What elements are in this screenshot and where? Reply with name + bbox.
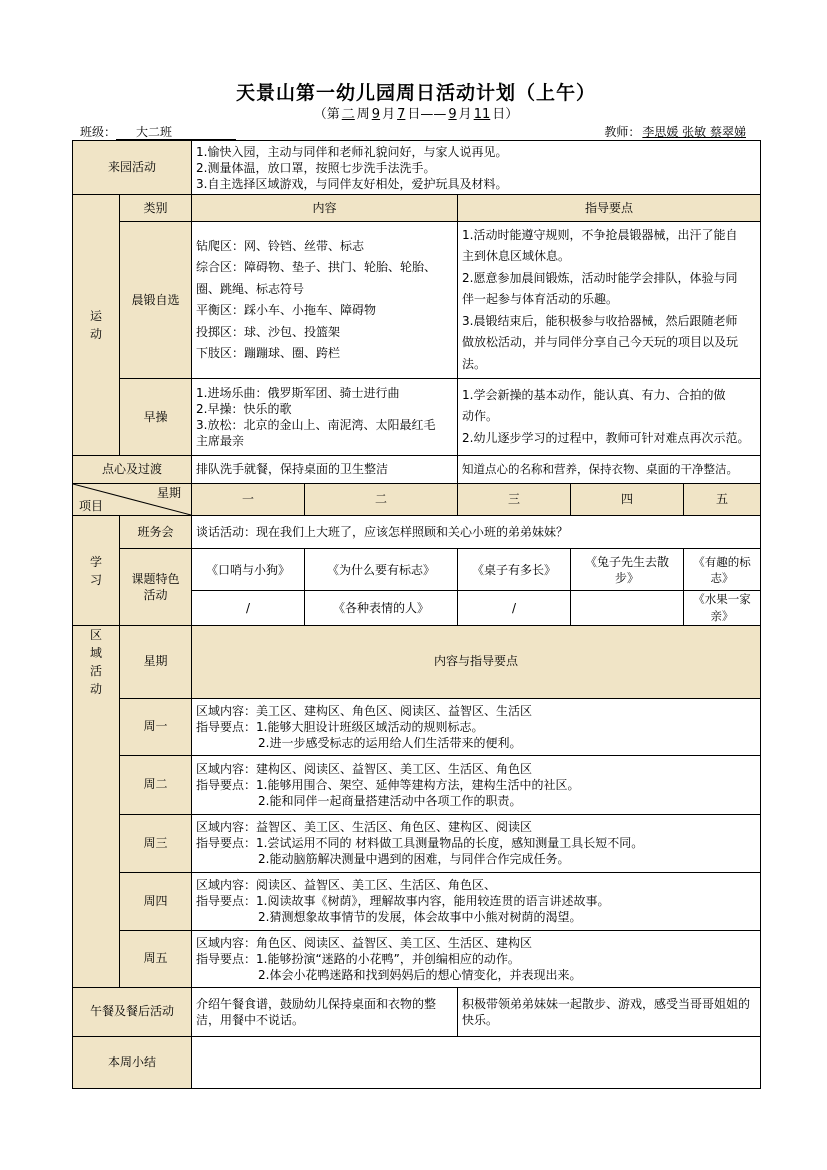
point-text: 2.体会小花鸭迷路和找到妈妈后的想心情变化，并表现出来。 (258, 967, 582, 982)
area-list: 建构区、阅读区、益智区、美工区、生活区、角色区 (256, 761, 533, 776)
sports-header-row (73, 195, 761, 222)
teacher-info (604, 124, 748, 140)
area-list: 益智区、美工区、生活区、角色区、建构区、阅读区 (256, 820, 533, 834)
area-list: 美工区、建构区、角色区、阅读区、益智区、生活区 (256, 703, 533, 718)
content-line: 下肢区：蹦蹦球、圈、跨栏 (196, 346, 341, 360)
point-text: 1.能够用围合、架空、延伸等建构方法，建构生活中的社区。 (256, 777, 580, 792)
points-prefix: 指导要点： (196, 719, 257, 734)
arrival-row (73, 141, 761, 195)
week-label: 周 (356, 107, 370, 122)
summary-label: 本周小结 (73, 1036, 192, 1088)
area-line (196, 703, 756, 719)
point-line: 做放松活动，并与同伴分享自己今天玩的项目以及玩 (462, 335, 739, 350)
area-day-content (192, 755, 761, 814)
point-text: 2.能动脑筋解决测量中遇到的困难，与同伴合作完成任务。 (258, 852, 570, 866)
area-day-row (73, 755, 761, 814)
subtitle-close: 日） (492, 107, 519, 122)
point-line: 1.活动时能遵守规则，不争抢晨锻器械，出汗了能自 (462, 227, 738, 242)
class-label: 班级： (80, 125, 117, 139)
area-day-label: 周四 (120, 872, 192, 930)
plan-page (72, 80, 760, 1089)
topic-cell: 《有趣的标志》 (684, 549, 761, 591)
area-day-label: 周一 (120, 698, 192, 755)
area-day-label: 周五 (120, 930, 192, 987)
area-line (196, 819, 756, 835)
content-line: 平衡区：踩小车、小拖车、障碍物 (196, 303, 377, 317)
plan-table (72, 140, 761, 699)
points-prefix: 指导要点： (196, 836, 257, 850)
class-meeting-content: 谈话活动：现在我们上大班了，应该怎样照顾和关心小班的弟弟妹妹？ (192, 516, 761, 549)
study-label: 学 习 (73, 516, 120, 626)
point-text: 1.阅读故事《树荫》，理解故事内容，能用较连贯的语言讲述故事。 (256, 894, 610, 908)
point-text: 2.猜测想象故事情节的发展，体会故事中小熊对树荫的渴望。 (258, 910, 582, 924)
morning-exercise-row (73, 222, 761, 379)
end-day: 11 (473, 107, 491, 122)
point-line: 1.学会新操的基本动作，能认真、有力、合拍的做 (462, 387, 726, 402)
point-text: 1.尝试运用不同的 材料做工具测量物品的长度，感知测量工具长短不同。 (256, 836, 644, 850)
point-line: 法。 (462, 356, 487, 371)
area-label-text: 区 域 活 动 (89, 628, 102, 696)
end-month-label: 月 (458, 107, 472, 122)
snack-points: 知道点心的名称和营养，保持衣物、桌面的干净整洁。 (458, 456, 761, 484)
exercise-label: 早操 (120, 379, 192, 456)
summary-content[interactable] (192, 1036, 761, 1088)
area-day-row (73, 698, 761, 755)
weekday-header-row (73, 484, 761, 516)
exercise-row (73, 379, 761, 456)
corner-weekday: 星期 (157, 486, 182, 500)
class-meeting-row (73, 516, 761, 549)
content-line: 投掷区：球、沙包、投篮架 (196, 324, 341, 339)
point-line: 主到休息区域休息。 (462, 249, 571, 264)
snack-row (73, 456, 761, 484)
arrival-line: 3.自主选择区域游戏，与同伴友好相处，爱护玩具及材料。 (196, 176, 508, 191)
point-line: 伴一起参与体育活动的乐趣。 (462, 292, 619, 307)
closing-table (72, 987, 761, 1089)
area-days-table (72, 698, 761, 988)
area-day-content (192, 698, 761, 755)
teacher-value: 李思媛 张敏 蔡翠娣 (642, 125, 746, 139)
morning-exercise-label: 晨锻自选 (120, 222, 192, 379)
topic-cell: 《水果一家亲》 (684, 591, 761, 626)
topic-label: 课题特色活动 (120, 549, 192, 626)
area-list: 阅读区、益智区、美工区、生活区、角色区、 (256, 878, 497, 892)
area-prefix: 区域内容： (196, 761, 257, 776)
area-prefix: 区域内容： (196, 935, 257, 950)
area-day-row (73, 814, 761, 872)
subtitle-open: （第 (313, 107, 340, 122)
point-text: 1.能够大胆设计班级区域活动的规则标志。 (256, 719, 484, 734)
points-line (196, 777, 756, 793)
area-day-row (73, 872, 761, 930)
week-number: 二 (341, 107, 355, 122)
topic-cell: 《桌子有多长》 (458, 549, 571, 591)
topic-cell (571, 591, 684, 626)
end-month: 9 (448, 107, 457, 122)
topic-cell: / (458, 591, 571, 626)
area-day-row (73, 930, 761, 987)
area-day-content (192, 814, 761, 872)
summary-row (73, 1036, 761, 1088)
content-line: 1.进场乐曲：俄罗斯军团、骑士进行曲 (196, 386, 400, 400)
area-line (196, 877, 756, 893)
point-line: 2.愿意参加晨间锻炼，活动时能学会排队，体验与同 (462, 270, 738, 285)
content-line: 综合区：障碍物、垫子、拱门、轮胎、轮胎、 (196, 260, 437, 274)
weekday-mon: 一 (192, 484, 305, 516)
range-dash: —— (420, 107, 447, 122)
point-text: 2.能和同伴一起商量搭建活动中各项工作的职责。 (258, 793, 522, 808)
topic-row-1 (73, 549, 761, 591)
arrival-line: 2.测量体温，放口罩，按照七步洗手法洗手。 (196, 160, 436, 175)
points-prefix: 指导要点： (196, 894, 257, 908)
start-month-label: 月 (382, 107, 396, 122)
area-col-content: 内容与指导要点 (192, 626, 761, 699)
weekday-thu: 四 (571, 484, 684, 516)
exercise-points (458, 379, 761, 456)
snack-content: 排队洗手就餐，保持桌面的卫生整洁 (192, 456, 458, 484)
morning-exercise-content (192, 222, 458, 379)
teacher-label: 教师： (604, 125, 641, 139)
lunch-content: 介绍午餐食谱，鼓励幼儿保持桌面和衣物的整洁，用餐中不说话。 (192, 987, 458, 1036)
lunch-row (73, 987, 761, 1036)
snack-label: 点心及过渡 (73, 456, 192, 484)
class-meeting-label: 班务会 (120, 516, 192, 549)
points-prefix: 指导要点： (196, 777, 257, 792)
content-line: 圈、跳绳、标志符号 (196, 281, 305, 296)
topic-cell: 《兔子先生去散步》 (571, 549, 684, 591)
points-line (196, 719, 756, 735)
point-line: 2.幼儿逐步学习的过程中，教师可针对难点再次示范。 (462, 430, 750, 445)
points-line (196, 835, 756, 851)
area-col-day: 星期 (120, 626, 192, 699)
content-line: 3.放松：北京的金山上、南泥湾、太阳最红毛 (196, 418, 436, 432)
points-line (196, 893, 756, 909)
area-prefix: 区域内容： (196, 820, 257, 834)
page-title: 天景山第一幼儿园周日活动计划（上午） (235, 82, 596, 104)
area-day-content (192, 872, 761, 930)
area-line (196, 935, 756, 951)
arrival-label: 来园活动 (73, 141, 192, 195)
area-label-spacer (73, 698, 120, 987)
point-text: 2.进一步感受标志的运用给人们生活带来的便利。 (258, 735, 522, 750)
start-day-label: 日 (407, 107, 421, 122)
area-prefix: 区域内容： (196, 703, 257, 718)
arrival-line: 1.愉快入园，主动与同伴和老师礼貌问好，与家人说再见。 (196, 144, 508, 159)
area-line (196, 761, 756, 777)
start-month: 9 (371, 107, 381, 122)
weekday-wed: 三 (458, 484, 571, 516)
point-line: 动作。 (462, 409, 499, 424)
lunch-points: 积极带领弟弟妹妹一起散步、游戏，感受当哥哥姐姐的快乐。 (458, 987, 761, 1036)
topic-cell: / (192, 591, 305, 626)
content-line: 钻爬区：网、铃铛、丝带、标志 (196, 238, 365, 253)
points-line (196, 951, 756, 967)
weekday-corner (73, 484, 192, 516)
area-list: 角色区、阅读区、益智区、美工区、生活区、建构区 (256, 935, 533, 950)
area-day-label: 周二 (120, 755, 192, 814)
col-category: 类别 (120, 195, 192, 222)
meta-row (72, 124, 760, 140)
area-prefix: 区域内容： (196, 878, 257, 892)
col-points: 指导要点 (458, 195, 761, 222)
content-line: 主席最亲 (196, 434, 245, 448)
area-label (73, 626, 120, 699)
points-prefix: 指导要点： (196, 951, 257, 966)
date-range (72, 106, 760, 124)
col-content: 内容 (192, 195, 458, 222)
point-line: 3.晨锻结束后，能积极参与收拾器械，然后跟随老师 (462, 313, 738, 328)
class-value: 大二班 (116, 126, 236, 140)
exercise-content (192, 379, 458, 456)
arrival-content (192, 141, 761, 195)
point-text: 1.能够扮演“迷路的小花鸭”，并创编相应的动作。 (256, 951, 520, 966)
topic-cell: 《为什么要有标志》 (305, 549, 458, 591)
lunch-label: 午餐及餐后活动 (73, 987, 192, 1036)
weekday-fri: 五 (684, 484, 761, 516)
sports-label: 运 动 (73, 195, 120, 456)
topic-cell: 《各种表情的人》 (305, 591, 458, 626)
weekday-tue: 二 (305, 484, 458, 516)
corner-item: 项目 (79, 499, 104, 513)
content-line: 2.早操：快乐的歌 (196, 402, 292, 416)
morning-exercise-points (458, 222, 761, 379)
area-day-content (192, 930, 761, 987)
start-day: 7 (397, 107, 406, 122)
class-info (80, 124, 236, 140)
topic-cell: 《口哨与小狗》 (192, 549, 305, 591)
area-day-label: 周三 (120, 814, 192, 872)
area-header-row (73, 626, 761, 699)
